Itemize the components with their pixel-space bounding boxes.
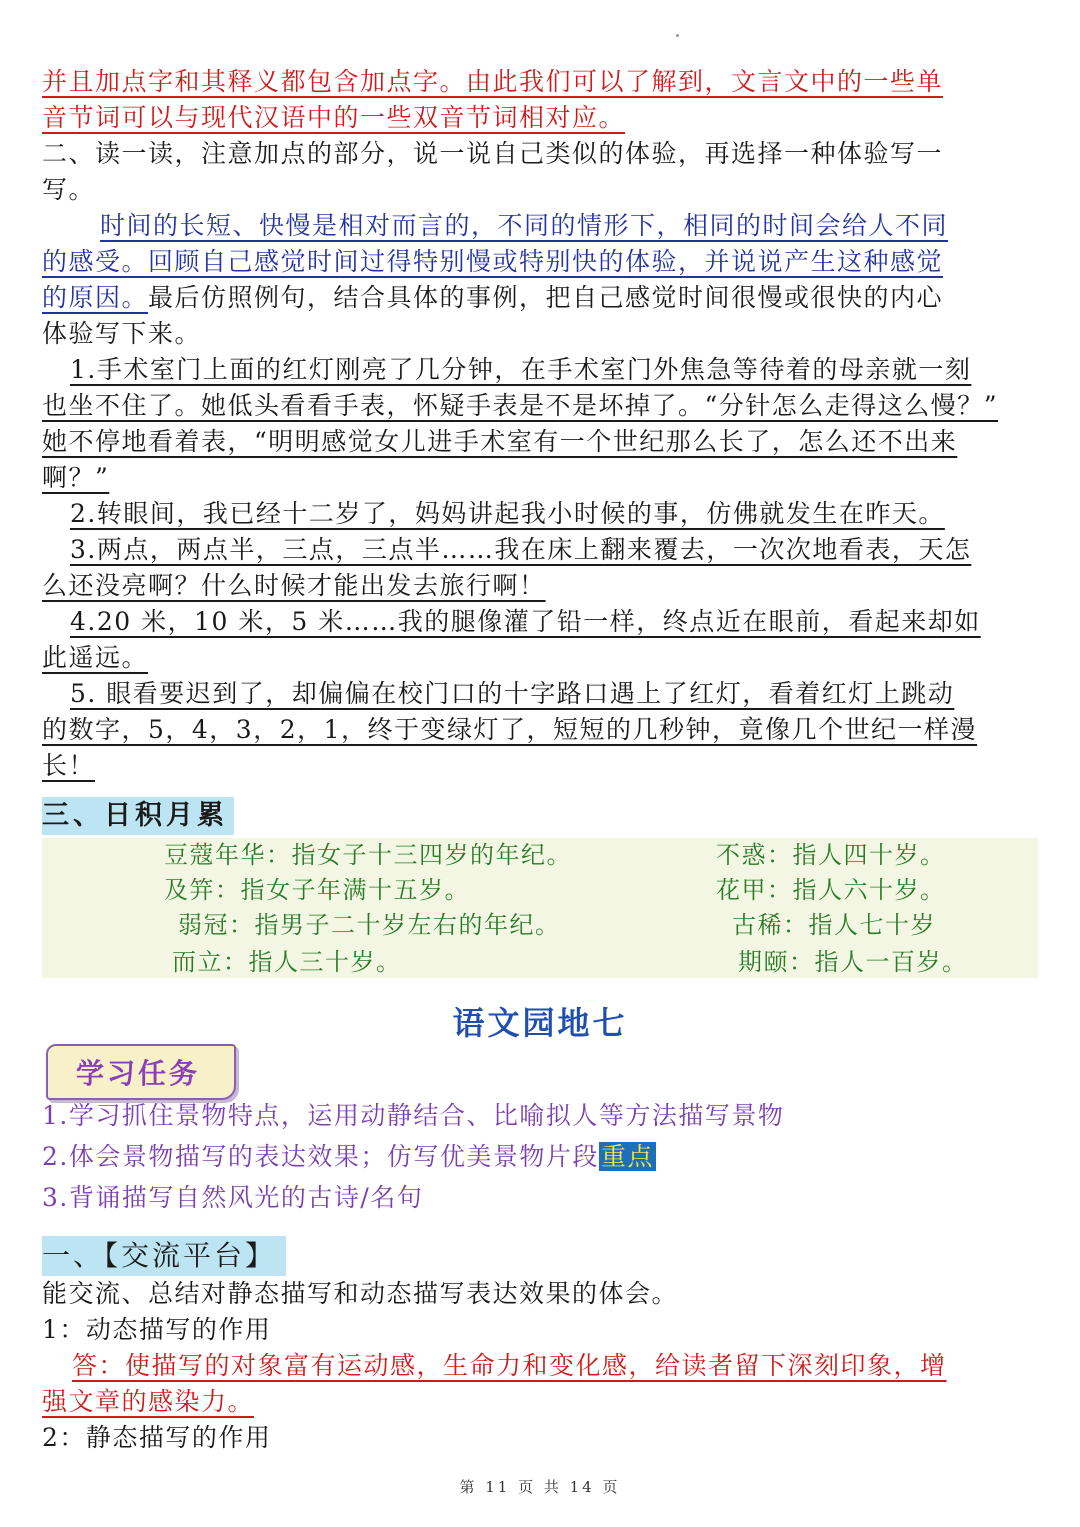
example-3-line-1: 3.两点，两点半，三点，三点半……我在床上翻来覆去，一次次地看表，天怎 (70, 535, 972, 564)
idiom-left-4: 而立：指人三十岁。 (172, 948, 402, 976)
example-5-line-1: 5. 眼看要迟到了，却偏偏在校门口的十字路口遇上了红灯，看着红灯上跳动 (70, 679, 955, 708)
example-2-line-1: 2.转眼间，我已经十二岁了，妈妈讲起我小时候的事，仿佛就发生在昨天。 (70, 499, 945, 528)
intro-blue-1: 时间的长短、快慢是相对而言的，不同的情形下，相同的时间会给人不同 (100, 211, 949, 240)
intro-blue-2: 的感受。回顾自己感觉时间过得特别慢或特别快的体验，并说说产生这种感觉 (42, 247, 944, 276)
idiom-left-3: 弱冠：指男子二十岁左右的年纪。 (178, 911, 561, 939)
section-two-heading-2: 写。 (42, 175, 96, 204)
example-4-line-2: 此遥远。 (42, 643, 149, 672)
question-2: 2：静态描写的作用 (42, 1423, 272, 1452)
idiom-left-2: 及笄：指女子年满十五岁。 (164, 876, 470, 904)
question-1: 1：动态描写的作用 (42, 1315, 272, 1344)
garden-title: 语文园地七 (452, 1004, 628, 1042)
task-2-row (42, 1137, 656, 1177)
example-5-line-3: 长！ (42, 751, 96, 780)
section-two-heading-1: 二、读一读，注意加点的部分，说一说自己类似的体验，再选择一种体验写一 (42, 139, 944, 168)
answer-1-line-1: 答：使描写的对象富有运动感，生命力和变化感，给读者留下深刻印象，增 (72, 1351, 947, 1380)
page-number: 第 11 页 共 14 页 (459, 1478, 621, 1496)
intro-blue-3: 的原因。 (42, 283, 149, 312)
exchange-body (42, 1276, 1040, 1456)
answer-1-line-2: 强文章的感染力。 (42, 1387, 255, 1416)
example-1-line-4: 啊？” (42, 463, 110, 492)
example-1-line-2: 也坐不住了。她低头看看手表，怀疑手表是不是坏掉了。“分针怎么走得这么慢？” (42, 391, 999, 420)
top-line-1: 并且加点字和其释义都包含加点字。由此我们可以了解到，文言文中的一些单 (42, 67, 944, 96)
intro-black-last: 体验写下来。 (42, 319, 202, 348)
example-1-line-1: 1.手术室门上面的红灯刚亮了几分钟，在手术室门外焦急等待着的母亲就一刻 (70, 355, 972, 384)
idiom-right-1: 不惑：指人四十岁。 (716, 841, 946, 869)
task-2: 2.体会景物描写的表达效果；仿写优美景物片段 (42, 1142, 599, 1171)
task-3: 3.背诵描写自然风光的古诗/名句 (42, 1183, 424, 1212)
task-label-tag (46, 1044, 236, 1100)
top-line-2: 音节词可以与现代汉语中的一些双音节词相对应。 (42, 103, 626, 132)
exchange-heading: 一、【交流平台】 (42, 1236, 286, 1276)
idiom-right-4: 期颐：指人一百岁。 (738, 948, 968, 976)
scan-dot (676, 34, 679, 37)
example-5-line-2: 的数字，5，4，3，2，1，终于变绿灯了，短短的几秒钟，竟像几个世纪一样漫 (42, 715, 978, 744)
example-4-line-1: 4.20 米，10 米，5 米……我的腿像灌了铅一样，终点近在眼前，看起来却如 (70, 607, 981, 636)
idiom-right-3: 古稀：指人七十岁 (732, 911, 936, 939)
top-conclusion (42, 64, 1040, 136)
example-1-line-3: 她不停地看着表，“明明感觉女儿进手术室有一个世纪那么长了，怎么还不出来 (42, 427, 958, 456)
task-label: 学习任务 (76, 1057, 201, 1090)
section-three-heading: 三、日积月累 (42, 797, 234, 835)
idiom-left-1: 豆蔻年华：指女子十三四岁的年纪。 (164, 841, 572, 869)
example-3-line-2: 么还没亮啊？什么时候才能出发去旅行啊！ (42, 571, 546, 600)
task-1: 1.学习抓住景物特点，运用动静结合、比喻拟人等方法描写景物 (42, 1101, 785, 1130)
key-tag: 重点 (600, 1142, 654, 1171)
idiom-right-2: 花甲：指人六十岁。 (716, 876, 946, 904)
exchange-intro: 能交流、总结对静态描写和动态描写表达效果的体会。 (42, 1279, 679, 1308)
intro-black-tail: 最后仿照例句，结合具体的事例，把自己感觉时间很慢或很快的内心 (148, 283, 944, 312)
section-two (42, 136, 1040, 784)
